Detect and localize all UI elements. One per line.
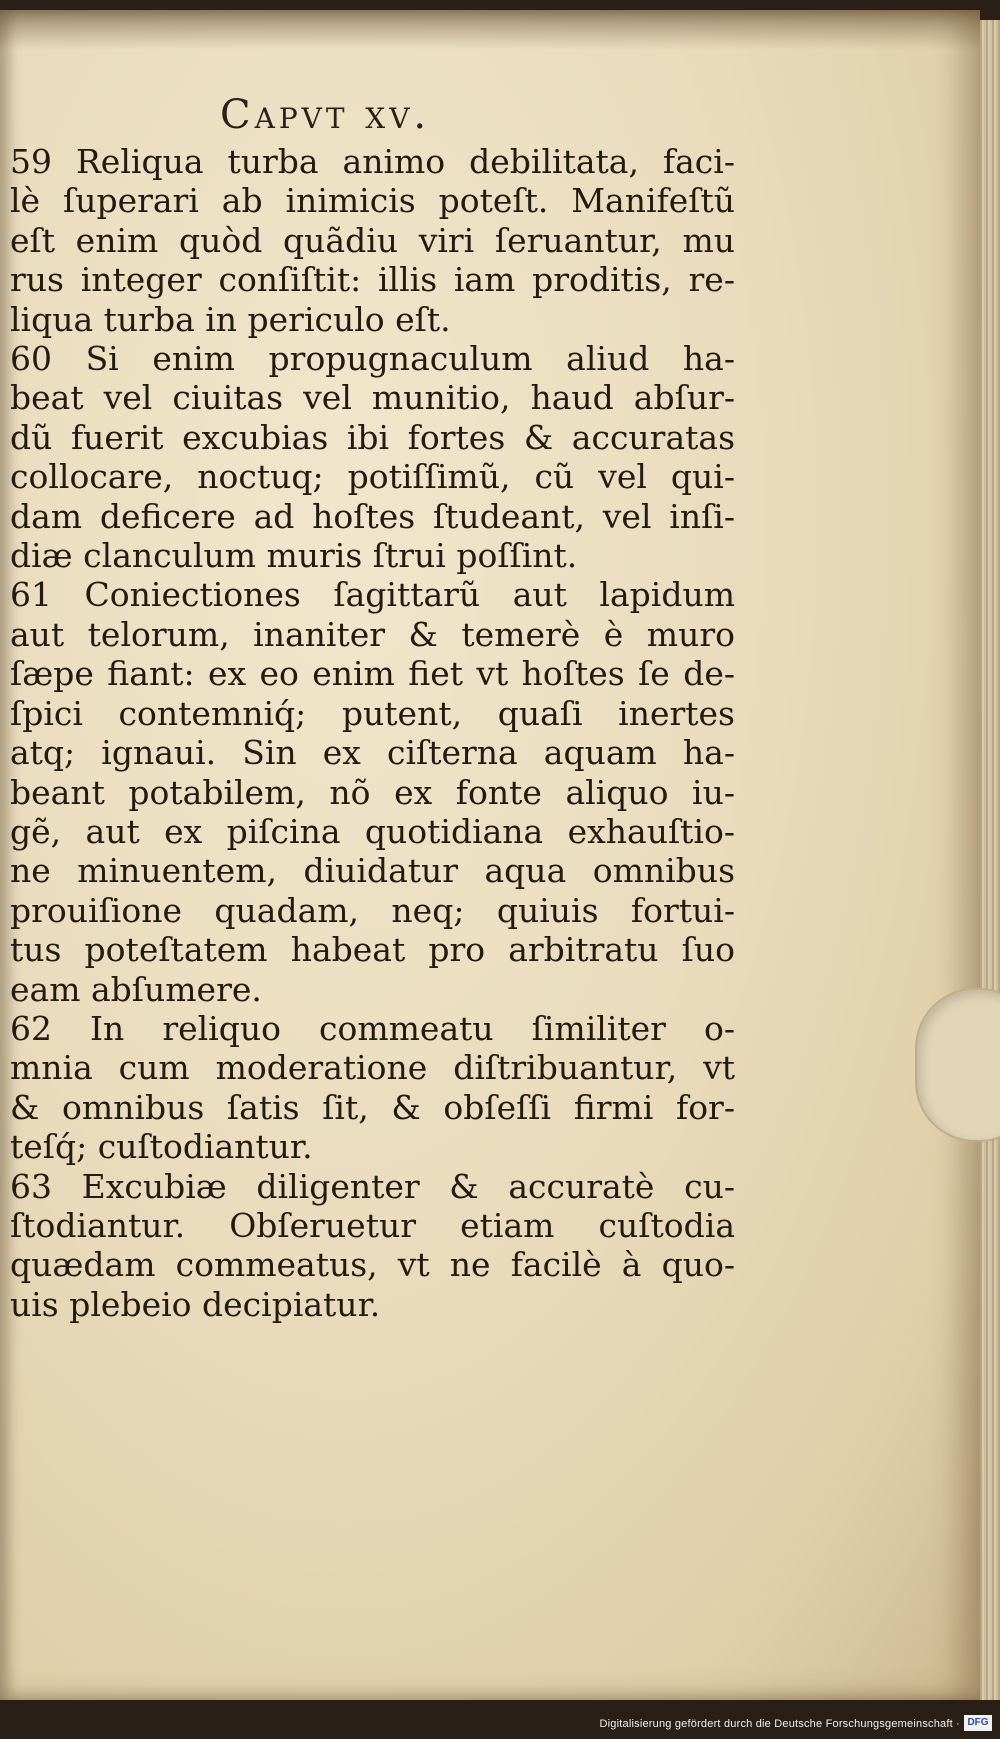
- text-line: eam abſumere.: [10, 969, 262, 1009]
- text-line: liqua turba in periculo eſt.: [10, 299, 451, 339]
- text-line: mnia cum moderatione diſtribuantur, vt: [10, 1048, 735, 1088]
- text-line: & omnibus ſatis ſit, & obſeſſi firmi for-: [10, 1087, 735, 1127]
- text-line: rus integer conſiſtit: illis iam proditis, re-: [10, 260, 735, 300]
- text-line: 60 Si enim propugnaculum aliud ha-: [10, 339, 735, 379]
- text-line: ne minuentem, diuidatur aqua omnibus: [10, 851, 735, 891]
- text-line: tus poteſtatem habeat pro arbitratu ſuo: [10, 930, 735, 970]
- text-line: 63 Excubiæ diligenter & accuratè cu-: [10, 1166, 735, 1206]
- text-line: aut telorum, inaniter & temerè è muro: [10, 614, 735, 654]
- text-line: uis plebeio decipiatur.: [10, 1284, 381, 1324]
- text-line: gẽ, aut ex piſcina quotidiana exhauſtio-: [10, 811, 735, 851]
- text-line: collocare, noctuq; potiſſimũ, cũ vel qui-: [10, 457, 735, 497]
- text-line: ſtodiantur. Obſeruetur etiam cuſtodia: [10, 1205, 735, 1245]
- text-line: ſpici contemniq́; putent, quaſi inertes: [10, 693, 735, 733]
- text-block: [10, 142, 735, 1324]
- paragraph-62: [10, 1009, 735, 1167]
- text-line: eſt enim quòd quãdiu viri ſeruantur, mu: [10, 220, 735, 260]
- text-line: dũ fuerit excubias ibi fortes & accuratas: [10, 417, 735, 457]
- paragraph-63: [10, 1167, 735, 1325]
- text-line: lè ſuperari ab inimicis poteſt. Manifeſtũ: [10, 181, 735, 221]
- paragraph-61: [10, 575, 735, 1008]
- book-clasp: [915, 988, 1000, 1142]
- text-line: dam deficere ad hoſtes ſtudeant, vel inſi-: [10, 496, 735, 536]
- text-line: 62 In reliquo commeatu ſimiliter o-: [10, 1008, 735, 1048]
- paragraph-60: [10, 339, 735, 575]
- digitization-credit: Digitalisierung gefördert durch die Deutsche Forschungsgemeinschaft ·: [599, 1718, 960, 1730]
- text-line: ſæpe fiant: ex eo enim fiet vt hoſtes ſe de-: [10, 654, 735, 694]
- text-line: 59 Reliqua turba animo debilitata, faci-: [10, 142, 735, 181]
- text-line: teſq́; cuſtodiantur.: [10, 1127, 313, 1167]
- dfg-logo-icon: DFG: [964, 1715, 992, 1731]
- text-line: beat vel ciuitas vel munitio, haud abſur-: [10, 378, 735, 418]
- text-line: prouiſione quadam, neq; quiuis fortui-: [10, 890, 735, 930]
- text-line: 61 Coniectiones ſagittarũ aut lapidum: [10, 575, 735, 615]
- text-line: beant potabilem, nõ ex fonte aliquo iu-: [10, 772, 735, 812]
- paragraph-59: [10, 142, 735, 339]
- text-line: diæ clanculum muris ſtrui poſſint.: [10, 536, 578, 576]
- text-line: atq; ignaui. Sin ex ciſterna aquam ha-: [10, 733, 735, 773]
- page-header: Capvt xv.: [220, 92, 431, 138]
- text-line: quædam commeatus, vt ne facilè à quo-: [10, 1245, 735, 1285]
